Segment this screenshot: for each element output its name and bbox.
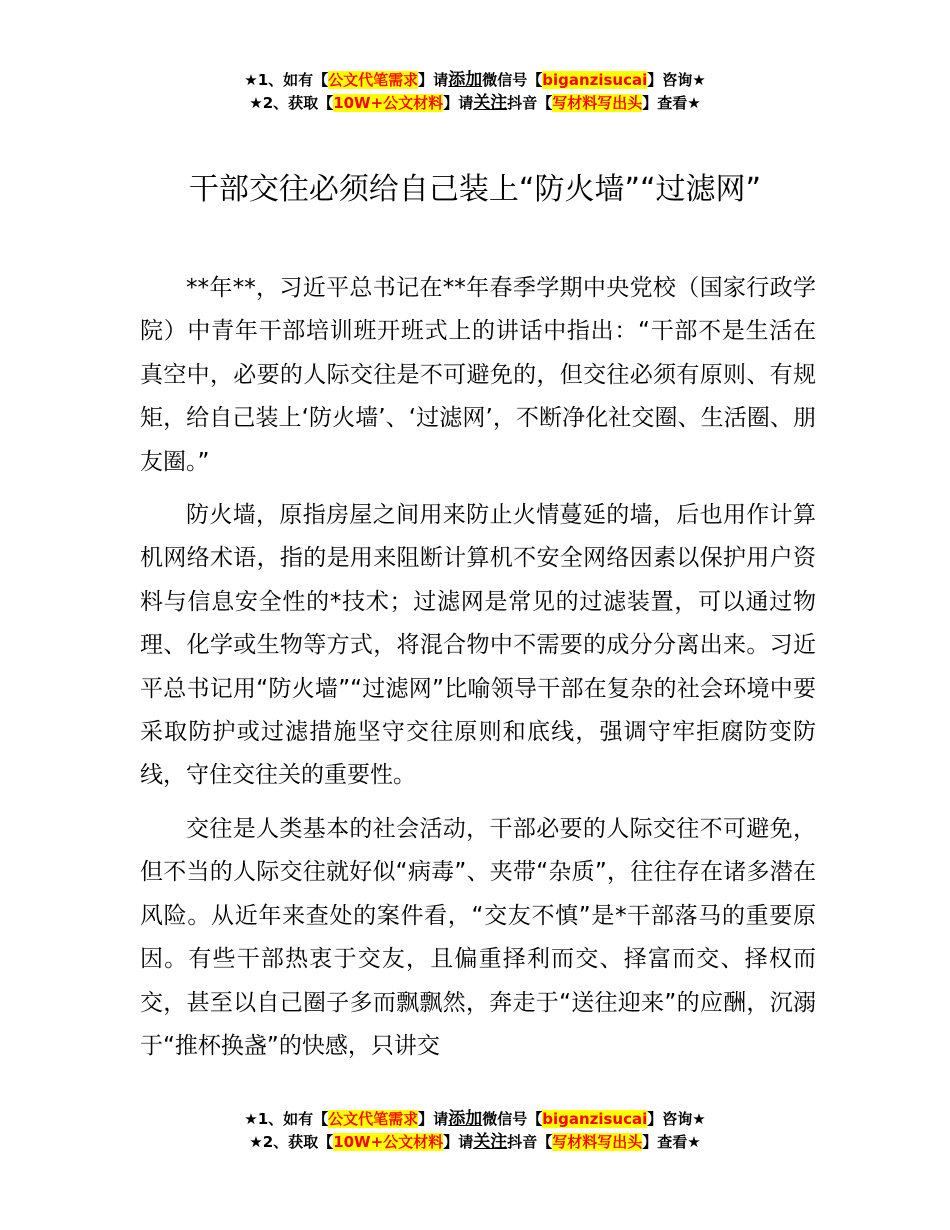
promo-header [0, 69, 950, 115]
promo-emphasis: 关注 [473, 1132, 508, 1152]
document-title: 干部交往必须给自己装上“防火墙”“过滤网” [188, 172, 762, 207]
promo-highlight: 公文代笔需求 [328, 1110, 419, 1128]
promo-emphasis: 添加 [448, 1109, 483, 1129]
promo-text: 抖音【 [507, 94, 553, 112]
paragraph: **年**，习近平总书记在**年春季学期中央党校（国家行政学院）中青年干部培训班开班式上的讲话中指出：“干部不是生活在真空中，必要的人际交往是不可避免的，但交往必须有原则、有规矩，给自己装上‘防火墙’、‘过滤网’，不断净化社交圈、生活圈、朋友圈。” [140, 275, 816, 475]
promo-text: ★2、获取【 [249, 1133, 334, 1151]
paragraph: 防火墙，原指房屋之间用来防止火情蔓延的墙，后也用作计算机网络术语，指的是用来阻断计算机不安全网络因素以保护用户资料与信息安全性的*技术；过滤网是常见的过滤装置，可以通过物理、化学或生物等方式，将混合物中不需要的成分分离出来。习近平总书记用“防火墙”“过滤网”比喻领导干部在复杂的社会环境中要采取防护或过滤措施坚守交往原则和底线，强调守牢拒腐防变防线，守住交往关的重要性。 [140, 502, 816, 789]
promo-text: 微信号【 [482, 1110, 543, 1128]
promo-text: ★2、获取【 [249, 94, 334, 112]
promo-line-1 [0, 1108, 950, 1131]
promo-emphasis: 关注 [473, 93, 508, 113]
promo-text: ★1、如有【 [244, 1110, 329, 1128]
promo-text: 】查看★ [642, 1133, 701, 1151]
promo-text: 】请 [443, 1133, 474, 1151]
document-body [140, 267, 816, 1078]
promo-line-2 [0, 92, 950, 115]
promo-highlight: 公文代笔需求 [328, 71, 419, 89]
promo-text: 】请 [418, 1110, 449, 1128]
promo-text: 】查看★ [642, 94, 701, 112]
promo-highlight: 写材料写出头 [552, 94, 643, 112]
paragraph: 交往是人类基本的社会活动，干部必要的人际交往不可避免，但不当的人际交往就好似“病毒”、夹带“杂质”，往往存在诸多潜在风险。从近年来查处的案件看，“交友不慎”是*干部落马的重要原因。有些干部热衷于交友，且偏重择利而交、择富而交、择权而交，甚至以自己圈子多而飘飘然，奔走于“送往迎来”的应酬，沉溺于“推杯换盏”的快感，只讲交 [140, 815, 816, 1059]
promo-text: 】咨询★ [647, 71, 706, 89]
promo-footer [0, 1108, 950, 1154]
promo-text: 】咨询★ [647, 1110, 706, 1128]
promo-highlight: biganzisucai [542, 1110, 648, 1128]
promo-highlight: biganzisucai [542, 71, 648, 89]
promo-text: 】请 [443, 94, 474, 112]
promo-text: 微信号【 [482, 71, 543, 89]
promo-line-2 [0, 1131, 950, 1154]
promo-emphasis: 添加 [448, 70, 483, 90]
promo-text: 】请 [418, 71, 449, 89]
promo-highlight: 写材料写出头 [552, 1133, 643, 1151]
promo-highlight: 10W+公文材料 [333, 94, 444, 112]
promo-highlight: 10W+公文材料 [333, 1133, 444, 1151]
promo-text: 抖音【 [507, 1133, 553, 1151]
promo-line-1 [0, 69, 950, 92]
promo-text: ★1、如有【 [244, 71, 329, 89]
